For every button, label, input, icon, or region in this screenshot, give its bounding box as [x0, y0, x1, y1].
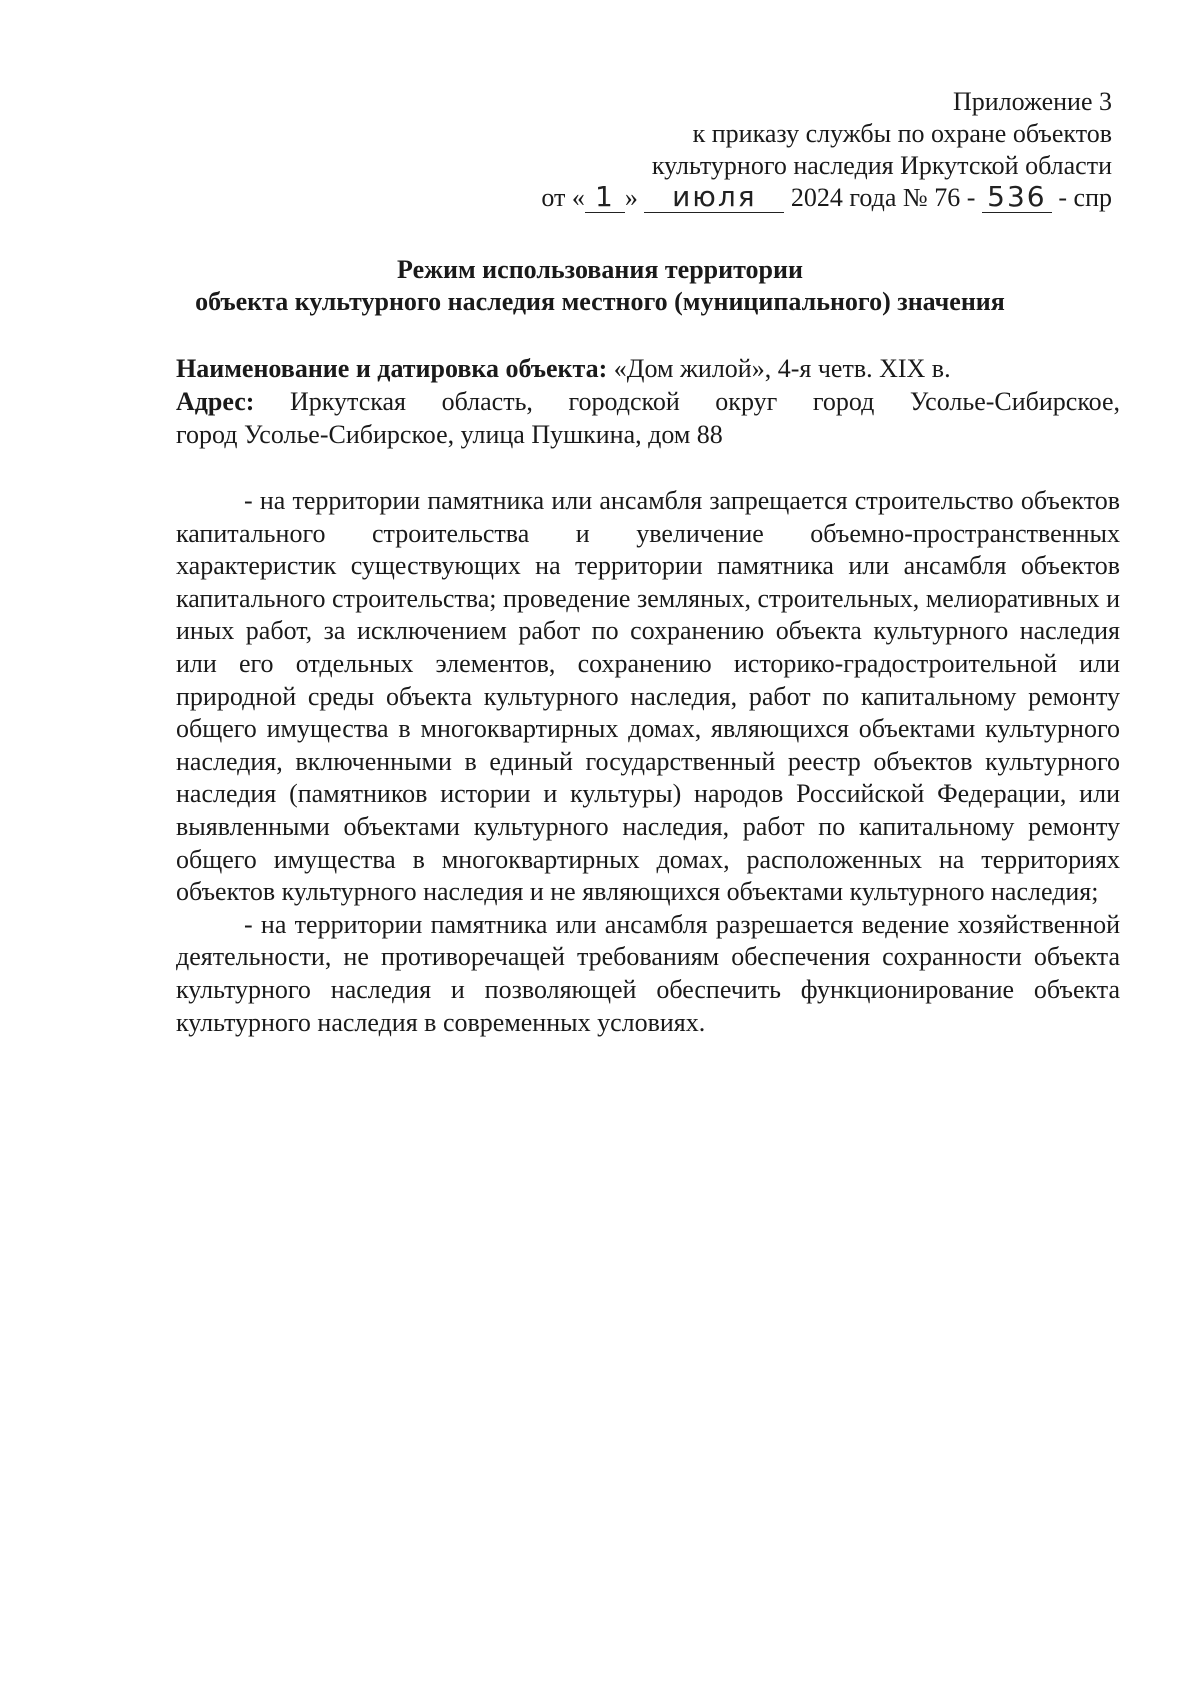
- date-month-handwritten: июля: [672, 180, 757, 213]
- document-title: [0, 254, 1200, 318]
- address-value-1: Иркутская область, городской округ город Усолье-Сибирское,: [290, 387, 1120, 416]
- address-line-2: город Усолье-Сибирское, улица Пушкина, дом 88: [176, 420, 723, 449]
- permissions-paragraph: - на территории памятника или ансамбля разрешается ведение хозяйственной деятельности, не противоречащей требованиям обеспечения сохранности объекта культурного наследия и позволяющей обеспечить функционирование объекта культурного наследия в современных условиях.: [176, 909, 1120, 1037]
- appendix-header: [412, 86, 1112, 214]
- order-number-field: [982, 180, 1052, 213]
- date-mid: »: [624, 183, 638, 212]
- date-day-handwritten: 1: [594, 180, 615, 213]
- date-day-field: [585, 180, 625, 213]
- order-date-line: [412, 182, 1112, 214]
- order-suffix: - спр: [1058, 183, 1112, 212]
- appendix-number: Приложение 3: [952, 87, 1112, 116]
- object-info: [176, 352, 1120, 451]
- object-name-line: [176, 352, 1120, 385]
- prohibitions-paragraph: - на территории памятника или ансамбля запрещается строительство объектов капитального строительства и увеличение объемно-пространственных характеристик существующих на территории памятника или ансамбля объектов капитального строительства; проведение земляных, строительных, мелиоративных и иных работ, за исключением работ по сохранению объекта культурного наследия или его отдельных элементов, сохранению историко-градостроительной или природной среды объекта культурного наследия, работ по капитальному ремонту общего имущества в многоквартирных домах, являющихся объектами культурного наследия, включенными в единый государственный реестр объектов культурного наследия (памятников истории и культуры) народов Российской Федерации, или выявленными объектами культурного наследия, работ по капитальному ремонту общего имущества в многоквартирных домах, расположенных на территориях объектов культурного наследия и не являющихся объектами культурного наследия;: [176, 486, 1120, 907]
- order-number-handwritten: 536: [987, 180, 1047, 213]
- appendix-order-ref: к приказу службы по охране объектов: [692, 119, 1112, 148]
- object-name-value: «Дом жилой», 4-я четв. XIX в.: [613, 354, 951, 383]
- date-prefix: от «: [541, 183, 585, 212]
- title-line-2: объекта культурного наследия местного (муниципального) значения: [195, 287, 1005, 316]
- regime-body: [176, 485, 1120, 1039]
- appendix-authority: культурного наследия Иркутской области: [651, 151, 1112, 180]
- object-name-label: Наименование и датировка объекта:: [176, 354, 608, 383]
- address-line-1: [176, 385, 1120, 418]
- date-month-field: [644, 180, 784, 213]
- title-line-1: Режим использования территории: [397, 255, 803, 284]
- address-label: Адрес:: [176, 387, 255, 416]
- date-year-text: 2024 года № 76 -: [790, 183, 976, 212]
